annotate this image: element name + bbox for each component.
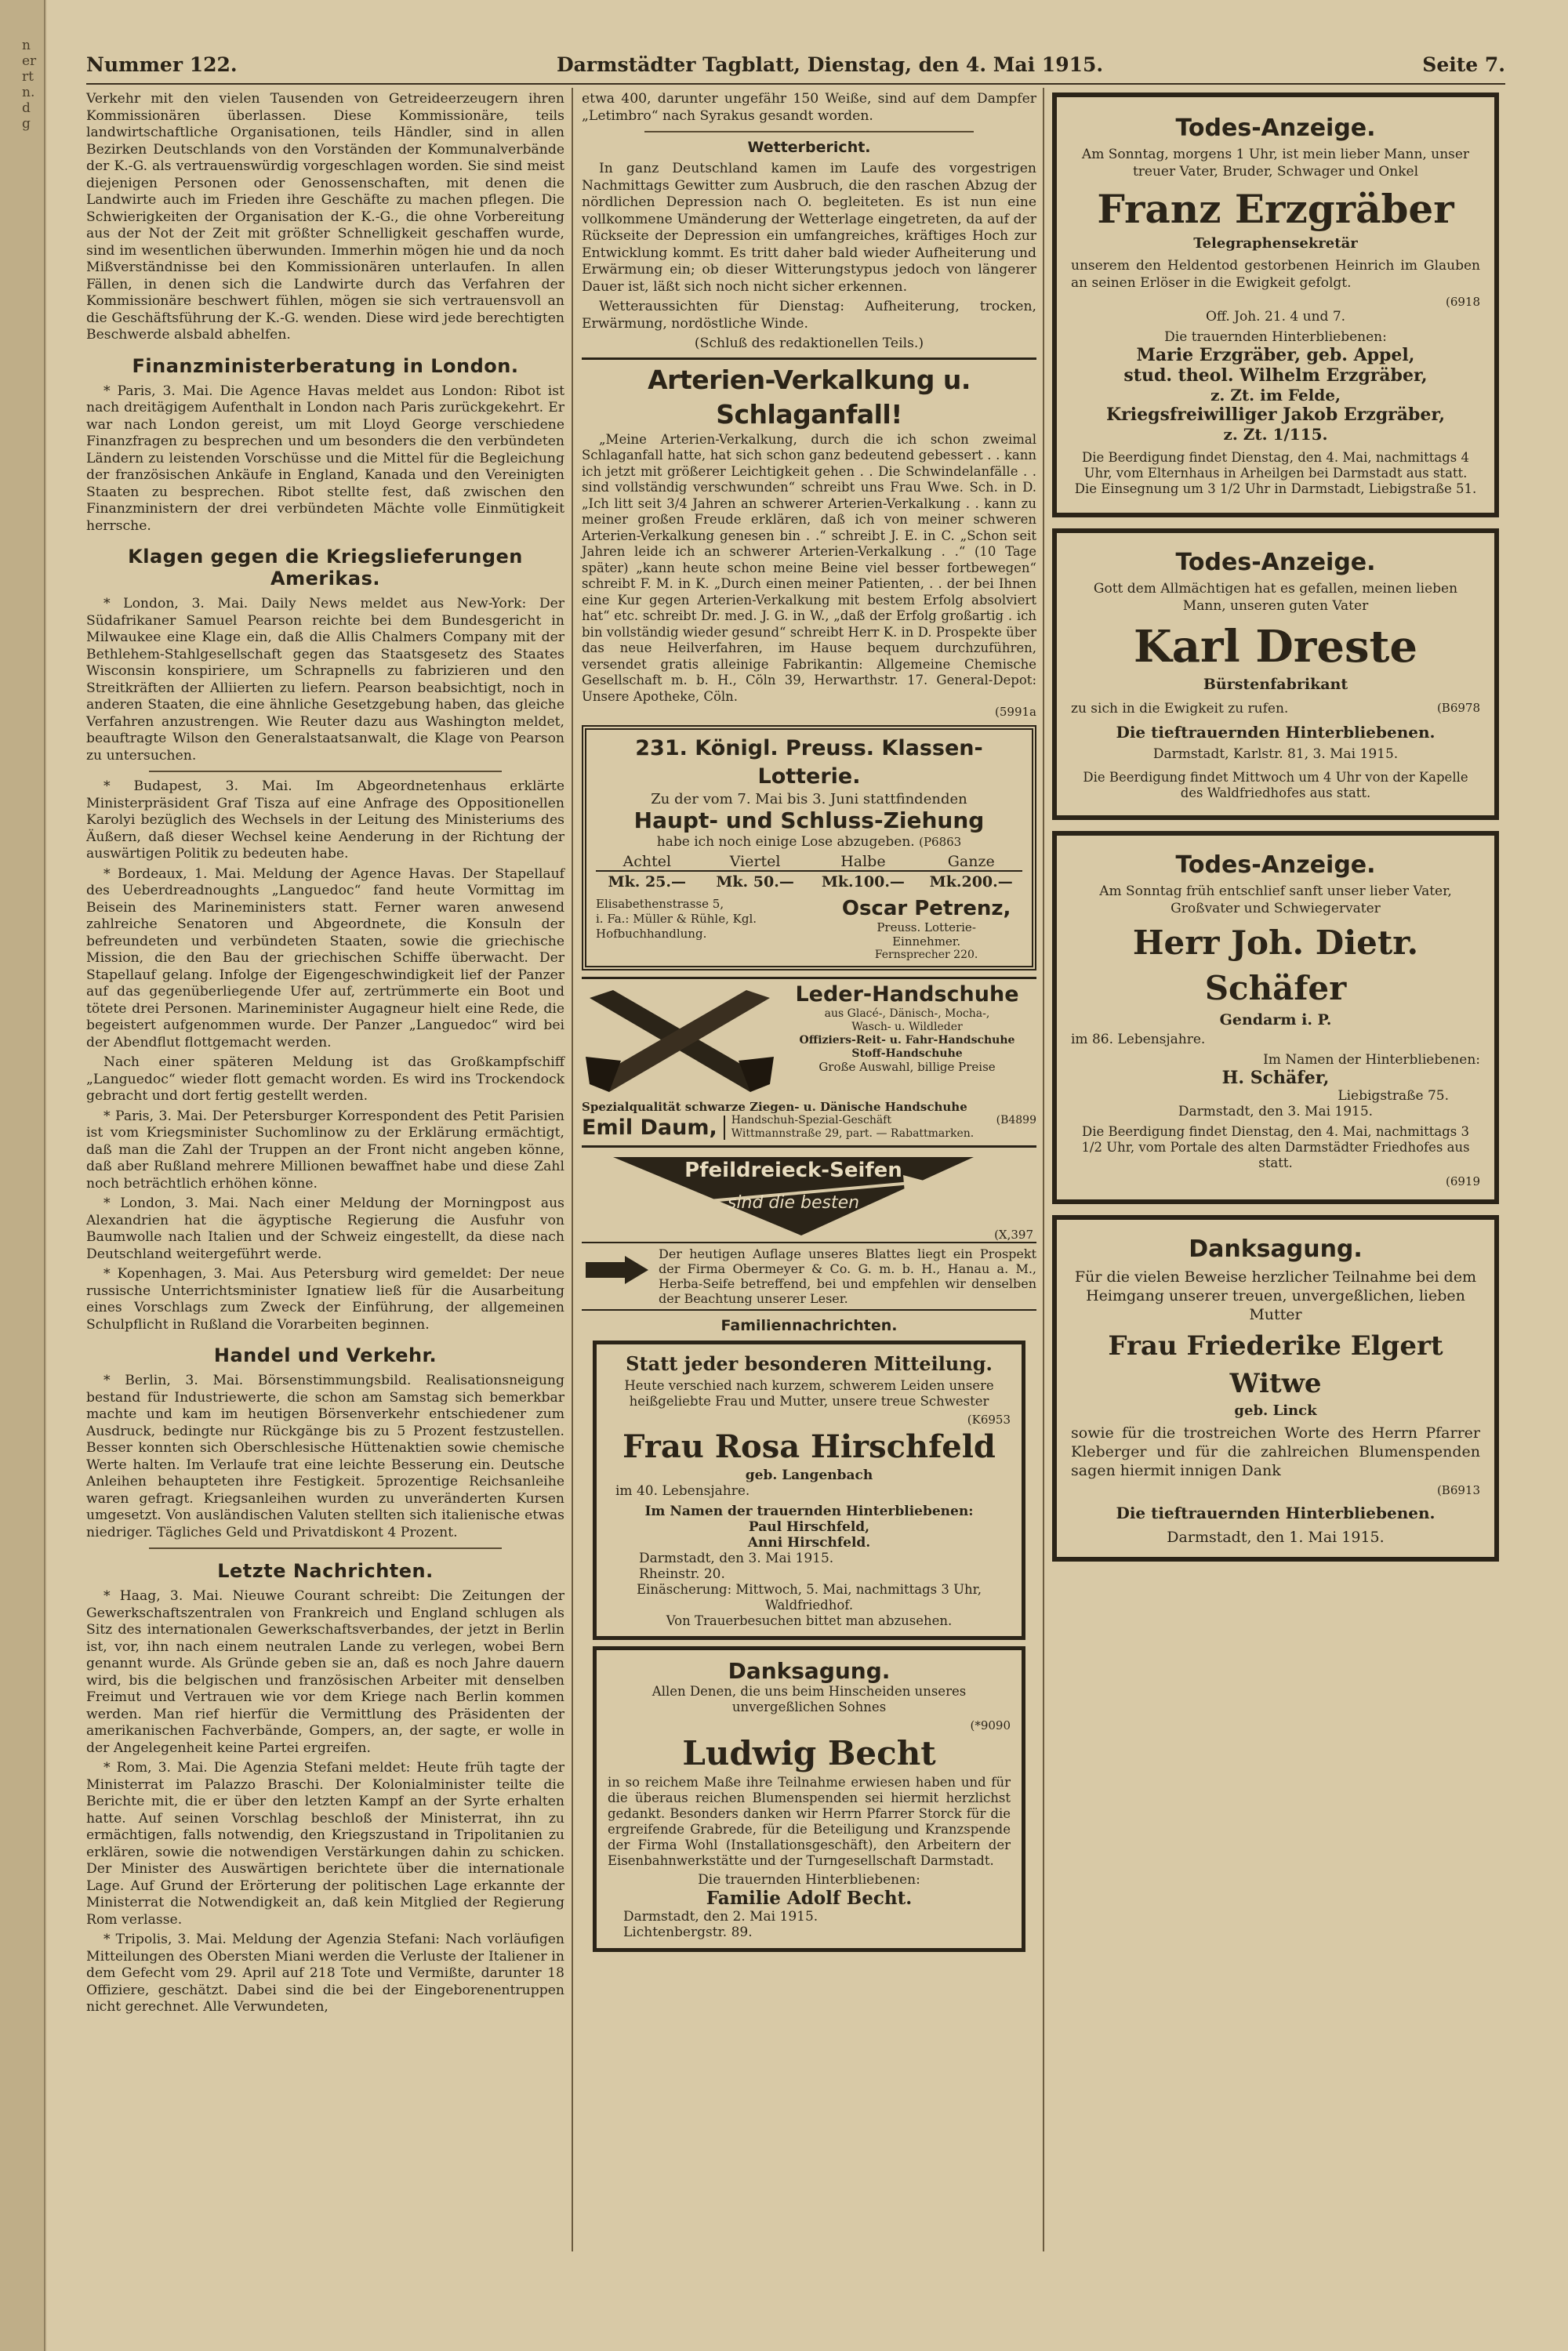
mourner: Marie Erzgräber, geb. Appel, bbox=[1136, 345, 1415, 365]
mourner: Paul Hirschfeld, bbox=[748, 1519, 870, 1535]
notice-title: Danksagung. bbox=[1189, 1235, 1363, 1263]
deceased-name: Ludwig Becht bbox=[682, 1734, 936, 1772]
previous-page-fragments: n er rt n. d g bbox=[22, 38, 37, 132]
notice-title: Todes-Anzeige. bbox=[1175, 114, 1376, 142]
deceased-name: Frau Rosa Hirschfeld bbox=[622, 1428, 996, 1465]
mourners-heading: Die tieftrauernden Hinterbliebenen. bbox=[1116, 1504, 1436, 1522]
mourners-heading: Die tieftrauernden Hinterbliebenen. bbox=[1116, 723, 1436, 742]
article-paragraph: * Kopenhagen, 3. Mai. Aus Petersburg wird gemeldet: Der neue russische Unterrichtsminister Ignatiew ließ für die Ausarbeitung eines Vorschlags zum Zweck der Einführung, der allgemeinen Schulpflicht in Rußland die Vorarbeiten beginnen. bbox=[86, 1266, 564, 1333]
los-price: Mk. 25.— bbox=[608, 873, 687, 891]
notice-becht bbox=[593, 1646, 1025, 1952]
notice-title: Statt jeder besonderen Mitteilung. bbox=[626, 1352, 993, 1375]
ad-leder-spezial: Spezialqualität schwarze Ziegen- u. Dänische Handschuhe bbox=[582, 1100, 967, 1114]
notice-text: unserem den Heldentod gestorbenen Heinrich im Glauben an seinen Erlöser in die Ewigkeit gefolgt. bbox=[1071, 258, 1480, 291]
ad-seifen-title: Pfeildreieck-Seifen bbox=[684, 1159, 902, 1182]
los-label: Achtel bbox=[622, 853, 672, 870]
los-label: Ganze bbox=[947, 853, 995, 870]
seller-phone: Fernsprecher 220. bbox=[874, 949, 978, 961]
ad-lotterie-sub: Zu der vom 7. Mai bis 3. Juni stattfindenden bbox=[651, 791, 967, 807]
notice-street: Rheinstr. 20. bbox=[639, 1566, 725, 1582]
seller-addr: Elisabethenstrasse 5, bbox=[596, 897, 724, 911]
ad-lotterie-note: habe ich noch einige Lose abzugeben. bbox=[656, 834, 915, 850]
lose-labels bbox=[596, 853, 1022, 870]
mourner-note: z. Zt. im Felde, bbox=[1210, 386, 1341, 405]
deceased-profession: Bürstenfabrikant bbox=[1203, 676, 1348, 693]
ad-lotterie-title: 231. Königl. Preuss. Klassen-Lotterie. bbox=[635, 736, 983, 789]
seller-name: Oscar Petrenz, bbox=[841, 897, 1011, 920]
notice-text: Für die vielen Beweise herzlicher Teilnahme bei dem Heimgang unserer treuen, unvergeßlichen, lieben Mutter bbox=[1074, 1268, 1477, 1323]
seller-role: Preuss. Lotterie- bbox=[877, 920, 976, 934]
ad-leder-line: Wasch- u. Wildleder bbox=[851, 1021, 963, 1033]
notice-place-date: Darmstadt, den 3. Mai 1915. bbox=[639, 1551, 834, 1566]
headline-handel: Handel und Verkehr. bbox=[213, 1344, 437, 1366]
los-price: Mk. 50.— bbox=[716, 873, 794, 891]
page-header bbox=[86, 53, 1505, 80]
article-paragraph: * Rom, 3. Mai. Die Agenzia Stefani meldet: Heute früh tagte der Ministerrat im Palazzo Braschi. Der Kolonialminister teilte die Berichte mit, die er über den letzten Kampf an der Syrte erhalten hatte. Auf seinen Vorschlag beschloß der Ministerrat, ihn zu ermächtigen, falls notwendig, den Kriegszustand in Tripolitanien zu erklären, sowie die notwendigen Verstärkungen dahin zu schicken. Der Minister des Auswärtigen berichtete über die internationale Lage. Auf Grund der Erörterung der politischen Lage erkannte der Ministerrat die Notwendigkeit an, daß kein Mitglied der Regierung Rom verlasse. bbox=[86, 1760, 564, 1928]
article-paragraph: Nach einer späteren Meldung ist das Großkampfschiff „Languedoc“ wieder flott gemacht worden. Es wird ins Trockendock gebracht und dort fertig gestellt werden. bbox=[86, 1054, 564, 1104]
ad-code: (B6913 bbox=[1436, 1483, 1480, 1497]
notice-title: Danksagung. bbox=[728, 1658, 891, 1684]
column-divider bbox=[1043, 88, 1044, 2251]
page-number: Seite 7. bbox=[1422, 53, 1505, 76]
editorial-end-note: (Schluß des redaktionellen Teils.) bbox=[694, 336, 924, 351]
ad-leder-addr: Handschuh-Spezial-Geschäft bbox=[731, 1114, 891, 1127]
seller-addr: Hofbuchhandlung. bbox=[596, 927, 707, 941]
deceased-name: Franz Erzgräber bbox=[1097, 186, 1454, 232]
notice-text: Heute verschied nach kurzem, schwerem Leiden unsere heißgeliebte Frau und Mutter, unsere treue Schwester bbox=[624, 1378, 994, 1409]
lotterie-seller bbox=[596, 897, 1022, 961]
deceased-name: Herr Joh. Dietr. Schäfer bbox=[1132, 923, 1419, 1007]
headline-familie: Familiennachrichten. bbox=[720, 1317, 898, 1334]
mourners-heading: Im Namen der trauernden Hinterbliebenen: bbox=[644, 1504, 974, 1519]
gloves-illustration-icon bbox=[582, 982, 778, 1100]
mourner-note: z. Zt. 1/115. bbox=[1223, 425, 1328, 444]
notice-schaefer bbox=[1052, 831, 1499, 1204]
ad-code: (*9090 bbox=[970, 1718, 1011, 1732]
notice-text: sowie für die trostreichen Worte des Herrn Pfarrer Kleberger und für die zahlreichen Blumenspenden sagen hiermit innigen Dank bbox=[1071, 1424, 1480, 1479]
mourner: H. Schäfer, bbox=[1221, 1068, 1330, 1088]
seller-role: Einnehmer. bbox=[892, 934, 961, 949]
notice-funeral: Die Beerdigung findet Dienstag, den 4. Mai, nachmittags 4 Uhr, vom Elternhaus in Arheilgen bei Darmstadt aus statt. Die Einsegnung um 3 1/2 Uhr in Darmstadt, Liebigstraße 51. bbox=[1074, 450, 1477, 496]
article-paragraph: * London, 3. Mai. Daily News meldet aus New-York: Der Südafrikaner Samuel Pearson reichte bei dem Bundesgericht in Milwaukee eine Klage ein, daß die Allis Chalmers Company mit der Bethlehem-Stahlgesellschaft gegen das Staatsgesetz des Staates Wisconsin konspiriere, um Schrapnells zu fabrizieren und den Streitkräften der Alliierten zu liefern. Pearson beabsichtigt, noch in anderen Staaten, die eine ähnliche Gesetzgebung haben, das gleiche Verfahren anzustrengen. Wie Reuter dazu aus Washington meldet, beauftragte Wilson den Generalstaatsanwalt, die Klage von Pearson zu untersuchen. bbox=[86, 596, 564, 764]
ad-lotterie-main: Haupt- und Schluss-Ziehung bbox=[633, 807, 985, 833]
mourners-heading: Im Namen der Hinterbliebenen: bbox=[1263, 1052, 1480, 1068]
ad-code: (6918 bbox=[1445, 295, 1480, 309]
headline-klagen: Klagen gegen die Kriegslieferungen Amerikas. bbox=[128, 546, 523, 590]
article-paragraph: * Bordeaux, 1. Mai. Meldung der Agence Havas. Der Stapellauf des Ueberdreadnoughts „Languedoc“ fand heute Vormittag im Beisein des Marineministers statt. Ferner waren anwesend zahlreiche Senatoren und Abgeordnete, die Konsuln der befreundeten und verbündeten Staaten, sowie die griechische Mission, die den Bau der griechischen Schiffe überwacht. Der Stapellauf gelang. Infolge der Eigengeschwindigkeit lief der Panzer auf das gegenüberliegende Ufer auf, zertrümmerte ein Boot und tötete drei Personen. Marineminister Augagneur hielt eine Rede, die begeistert aufgenommen wurde. Der Panzer „Languedoc“ wird bei der Abendflut flottgemacht werden. bbox=[86, 865, 564, 1050]
notice-text: in so reichem Maße ihre Teilnahme erwiesen haben und für die überaus reichen Blumenspenden sei hiermit herzlichst gedankt. Besonders danken wir Herrn Pfarrer Storck für die ergreifende Grabrede, für die Beteiligung und Kranzspende der Firma Wohl (Installationsgeschäft), den Arbeitern der Eisenbahnwerkstätte und der Turngesellschaft Darmstadt. bbox=[608, 1775, 1011, 1868]
notice-funeral: Die Beerdigung findet Dienstag, den 4. Mai, nachmittags 3 1/2 Uhr, vom Portale des alten Darmstädter Friedhofes aus statt. bbox=[1081, 1124, 1470, 1170]
article-paragraph: Wetteraussichten für Dienstag: Aufheiterung, trocken, Erwärmung, nordöstliche Winde. bbox=[582, 299, 1036, 332]
issue-number: Nummer 122. bbox=[86, 53, 238, 76]
ad-code: (6919 bbox=[1445, 1174, 1480, 1188]
ad-arterien bbox=[582, 357, 1036, 720]
notice-text: Allen Denen, die uns beim Hinscheiden unseres unvergeßlichen Sohnes bbox=[652, 1684, 967, 1714]
article-paragraph: * Tripolis, 3. Mai. Meldung der Agenzia Stefani: Nach vorläufigen Mitteilungen des Obersten Miani werden die Verluste der Italiener in dem Gefecht vom 29. April auf 218 Tote und Vermißte, darunter 18 Offiziere, geschätzt. Dabei sind die bei der Eingeborenentruppen nicht gerechnet. Alle Verwundeten, bbox=[86, 1932, 564, 2015]
notice-street: Lichtenbergstr. 89. bbox=[623, 1925, 753, 1940]
mourner: Anni Hirschfeld. bbox=[747, 1535, 871, 1551]
mourner: stud. theol. Wilhelm Erzgräber, bbox=[1123, 365, 1428, 386]
notice-text: Gott dem Allmächtigen hat es gefallen, meinen lieben Mann, unseren guten Vater bbox=[1093, 581, 1458, 614]
notice-street: Liebigstraße 75. bbox=[1338, 1088, 1449, 1104]
notice-erzgraeber bbox=[1052, 93, 1499, 517]
article-paragraph: * Paris, 3. Mai. Der Petersburger Korrespondent des Petit Parisien ist vom Kriegsminister Suchomlinow zu der Erklärung ermächtigt, daß man die Zahl der Truppen an der Front nicht angeben könne, daß aber Rußland mehrere Millionen bewaffnet habe und diese Zahl noch beträchtlich erhöhen könne. bbox=[86, 1108, 564, 1192]
notice-funeral: Die Beerdigung findet Mittwoch um 4 Uhr von der Kapelle des Waldfriedhofes aus statt. bbox=[1083, 770, 1468, 800]
deceased-name: Karl Dreste bbox=[1134, 621, 1417, 673]
article-paragraph: * Paris, 3. Mai. Die Agence Havas meldet aus London: Ribot ist nach dreitägigem Aufenthalt in London nach Paris zurückgekehrt. Er war nach London gereist, um mit Lloyd George verschiedene Finanzfragen zu besprechen und um besonders die den verbündeten Ländern zu leistenden Vorschüsse und die Mittel für die Begleichung der französischen Ankäufe in England, Kanada und den Vereinigten Staaten zu besprechen. Ribot stellte fest, daß zwischen den Finanzministern der drei verbündeten Mächte volle Einmütigkeit herrsche. bbox=[86, 383, 564, 534]
article-paragraph: * Berlin, 3. Mai. Börsenstimmungsbild. Realisationsneigung bestand für Industriewerte, die schon am Samstag sich bemerkbar machte und kam im heutigen Börsenverkehr entschiedener zum Ausdruck, bedingte nur Rückgänge bis zu 5 Prozent festzustellen. Besser konnten sich Oberschlesische Hüttenaktien sowie chemische Werte halten. Im Verlaufe trat eine leichte Besserung ein. Deutsche Anleihen behaupteten ihre Festigkeit. 5prozentige Reichsanleihe waren gefragt. Kriegsanleihen wurden zu unveränderten Kursen umgesetzt. Von ausländischen Valuten stellten sich italienische etwas niedriger. Tägliches Geld und Privatdiskont 4 Prozent. bbox=[86, 1373, 564, 1540]
seller-addr: i. Fa.: Müller & Rühle, Kgl. bbox=[596, 912, 757, 926]
notice-place-date: Darmstadt, den 2. Mai 1915. bbox=[623, 1909, 818, 1925]
headline-wetter: Wetterbericht. bbox=[747, 139, 871, 156]
ad-leder bbox=[582, 977, 1036, 1100]
mourners-heading: Die trauernden Hinterbliebenen: bbox=[1164, 329, 1387, 345]
ad-arterien-title: Arterien-Verkalkung u. Schlaganfall! bbox=[648, 364, 971, 430]
mourners-heading: Die trauernden Hinterbliebenen: bbox=[698, 1872, 920, 1888]
article-paragraph: * Budapest, 3. Mai. Im Abgeordnetenhaus erklärte Ministerpräsident Graf Tisza auf eine Anfrage des Oppositionellen Karolyi bezüglich des Wechsels in der Leitung des Ministeriums des Äußern, daß dieser Wechsel keine Aenderung in der Richtung der auswärtigen Politik zu bedeuten habe. bbox=[86, 778, 564, 862]
article-paragraph: * London, 3. Mai. Nach einer Meldung der Morningpost aus Alexandrien hat die ägyptische Regierung die Ausfuhr von Baumwolle nach Italien und der Schweiz eingestellt, da diese nach Deutschland weitergeführt werde. bbox=[86, 1195, 564, 1262]
notice-hirschfeld bbox=[593, 1341, 1025, 1640]
deceased-profession: Gendarm i. P. bbox=[1219, 1011, 1332, 1029]
divider bbox=[149, 1547, 502, 1549]
notice-elgert bbox=[1052, 1215, 1499, 1562]
column-mixed bbox=[582, 91, 1036, 1958]
column-notices bbox=[1052, 91, 1499, 1568]
ad-leder-footer bbox=[582, 1114, 1036, 1141]
los-label: Viertel bbox=[729, 853, 781, 870]
ad-lotterie bbox=[582, 725, 1036, 971]
los-label: Halbe bbox=[840, 853, 886, 870]
article-paragraph: Verkehr mit den vielen Tausenden von Getreideerzeugern ihren Kommissionären überlassen. Diese Kommissionäre, teils landwirtschaftliche Organisationen, teils Händler, sind in allen Bezirken Deutschlands von den Vorständen der Kommunalverbände der K.-G. als vertrauenswürdig vorgeschlagen worden. Sie sind meist diejenigen Personen oder Genossenschaften, mit denen die Landwirte auch im Frieden ihre Geschäfte zu machen pflegen. Die Schwierigkeiten der Organisation der K.-G., die ohne Vorbereitung aus der Not der Zeit mit größter Schnelligkeit geschaffen wurde, sind im wesentlichen überwunden. Immerhin mögen hie und da noch Mißverständnisse bei den Kommissionären unterlaufen. In allen Fällen, in denen sich die Landwirte durch das Verfahren der Kommissionäre beschwert fühlen, mögen sie sich vertrauensvoll an die Geschäftsführung der K.-G. wenden. Diese wird jede berechtigten Beschwerde alsbald abhelfen. bbox=[86, 91, 564, 343]
masthead-date: Darmstädter Tagblatt, Dienstag, den 4. Mai 1915. bbox=[557, 53, 1104, 76]
divider bbox=[644, 131, 974, 132]
ad-leder-line: aus Glacé-, Dänisch-, Mocha-, bbox=[824, 1007, 990, 1020]
divider bbox=[149, 771, 502, 772]
article-paragraph: etwa 400, darunter ungefähr 150 Weiße, sind auf dem Dampfer „Letimbro“ nach Syrakus gesandt worden. bbox=[582, 91, 1036, 124]
ad-leder-line: Offiziers-Reit- u. Fahr-Handschuhe bbox=[799, 1034, 1015, 1047]
column-news bbox=[86, 91, 564, 2019]
notice-dreste bbox=[1052, 528, 1499, 820]
article-paragraph: In ganz Deutschland kamen im Laufe des vorgestrigen Nachmittags Gewitter zum Ausbruch, die den raschen Abzug der nördlichen Depression nach O. begleiteten. Es ist nun eine vollkommene Umänderung der Wetterlage eingetreten, da auf der Rückseite der Depression ein umfangreiches, kräftiges Hoch zur Entwicklung kommt. Es tritt daher bald wieder Aufheiterung und Erwärmung ein; ob dieser Witterungstypus jedoch von längerer Dauer ist, läßt sich noch nicht sicher erkennen. bbox=[582, 161, 1036, 295]
notice-text: Am Sonntag, morgens 1 Uhr, ist mein lieber Mann, unser treuer Vater, Bruder, Schwager und Onkel bbox=[1081, 147, 1470, 180]
ad-arterien-text: „Meine Arterien-Verkalkung, durch die ich schon zweimal Schlaganfall hatte, hat sich schon ganz bedeutend gebessert . . kann ich jetzt mit größerer Leichtigkeit gehen . . Die Schwindelanfälle . . sind vollständig verschwunden“ schreibt uns Frau Wwe. Sch. in D. „Ich litt seit 3/4 Jahren an schwerer Arterien-Verkalkung . . kann zu meiner großen Freude erklären, daß ich von meiner schweren Arterien-Verkalkung genesen bin . .“ schreibt J. E. in C. „Schon seit Jahren leide ich an schwerer Arterien-Verkalkung . .“ (10 Tage später) „kann heute schon meine Beine viel besser fortbewegen“ schreibt F. M. in K. „Durch einen meiner Patienten, . . der bei Ihnen eine Kur gegen Arterien-Verkalkung mit bestem Erfolg absolviert hat“ etc. schreibt Dr. med. J. G. in W., „daß der Erfolg großartig . ich bin vollständig wieder gesund“ schreibt Herr K. in D. Prospekte über das neue Heilverfahren, im Hause bequem durchzuführen, versendet gratis alleinige Fabrikantin: Allgemeine Chemische Gesellschaft m. b. H., Cöln 39, Herwarthstr. 17. General-Depot: Unsere Apotheke, Cöln. bbox=[582, 431, 1036, 704]
column-divider bbox=[572, 88, 573, 2251]
ad-leder-line: Große Auswahl, billige Preise bbox=[818, 1060, 996, 1074]
header-rule bbox=[86, 83, 1505, 85]
deceased-name: Frau Friederike Elgert Witwe bbox=[1108, 1330, 1443, 1399]
notice-request: Von Trauerbesuchen bittet man abzusehen. bbox=[666, 1613, 953, 1628]
los-price: Mk.200.— bbox=[929, 873, 1013, 891]
deceased-age: im 40. Lebensjahre. bbox=[615, 1483, 750, 1499]
previous-page-edge bbox=[0, 0, 45, 2351]
lose-prices bbox=[596, 870, 1022, 891]
notice-text: Am Sonntag früh entschlief sanft unser lieber Vater, Großvater und Schwiegervater bbox=[1099, 883, 1452, 916]
los-price: Mk.100.— bbox=[821, 873, 905, 891]
ad-seifen-slogan: sind die besten bbox=[727, 1193, 860, 1213]
headline-finanz: Finanzministerberatung in London. bbox=[132, 354, 519, 377]
ad-code: (B6978 bbox=[1436, 701, 1480, 715]
mourner: Kriegsfreiwilliger Jakob Erzgräber, bbox=[1106, 405, 1445, 425]
notice-place-date: Darmstadt, den 1. Mai 1915. bbox=[1167, 1529, 1385, 1546]
ad-code: (B4899 bbox=[996, 1114, 1036, 1127]
deceased-age: im 86. Lebensjahre. bbox=[1071, 1032, 1206, 1047]
notice-place-date: Darmstadt, den 3. Mai 1915. bbox=[1178, 1104, 1374, 1119]
ad-leder-name: Emil Daum, bbox=[582, 1116, 725, 1140]
notice-text: zu sich in die Ewigkeit zu rufen. bbox=[1071, 701, 1289, 717]
ad-leder-title: Leder-Handschuhe bbox=[795, 982, 1019, 1007]
ad-code: (X,397 bbox=[994, 1228, 1033, 1242]
bible-verse: Off. Joh. 21. 4 und 7. bbox=[1205, 309, 1346, 325]
article-paragraph: * Haag, 3. Mai. Nieuwe Courant schreibt: Die Zeitungen der Gewerkschaftszentralen von Frankreich und England schlugen als Sitz des internationalen Gewerkschaftsverbandes, der jetzt in Berlin ist, vor, ihn nach einem neutralen Lande zu verlegen, wobei Bern genannt wurde. Als Gründe geben sie an, daß es noch Jahre dauern wird, bis die belgischen und französischen Arbeiter mit denselben Freimut und Vertrauen wie vor dem Kriege nach Berlin kommen werden. Man rief hierfür die Vermittlung des Präsidenten der amerikanischen Fachverbände, Gompers, an, der sagte, er wolle in der Angelegenheit keine Partei ergreifen. bbox=[86, 1588, 564, 1756]
headline-letzte: Letzte Nachrichten. bbox=[217, 1560, 434, 1582]
ad-code: (P6863 bbox=[919, 835, 962, 849]
notice-place-date: Darmstadt, Karlstr. 81, 3. Mai 1915. bbox=[1152, 746, 1399, 762]
mourner: Familie Adolf Becht. bbox=[706, 1888, 913, 1909]
deceased-profession: Telegraphensekretär bbox=[1193, 235, 1358, 252]
ad-code: (5991a bbox=[995, 705, 1036, 719]
notice-title: Todes-Anzeige. bbox=[1175, 549, 1376, 576]
notice-title: Todes-Anzeige. bbox=[1175, 851, 1376, 879]
ad-seifen bbox=[582, 1145, 1036, 1242]
notice-cremation: Einäscherung: Mittwoch, 5. Mai, nachmittags 3 Uhr, Waldfriedhof. bbox=[637, 1582, 982, 1613]
ad-leder-line: Stoff-Handschuhe bbox=[851, 1047, 963, 1060]
ad-prospekt-text: Der heutigen Auflage unseres Blattes liegt ein Prospekt der Firma Obermeyer & Co. G. m. b. H., Hanau a. M., Herba-Seife betreffend, bei und empfehlen wir denselben der Beachtung unserer Leser. bbox=[659, 1246, 1036, 1306]
ad-leder-addr: Wittmannstraße 29, part. — Rabattmarken. bbox=[731, 1127, 975, 1140]
deceased-birth-name: geb. Langenbach bbox=[745, 1468, 873, 1483]
deceased-birth-name: geb. Linck bbox=[1234, 1402, 1317, 1419]
pointing-hand-icon bbox=[582, 1246, 652, 1293]
ad-code: (K6953 bbox=[967, 1413, 1011, 1427]
ad-prospekt bbox=[582, 1242, 1036, 1311]
